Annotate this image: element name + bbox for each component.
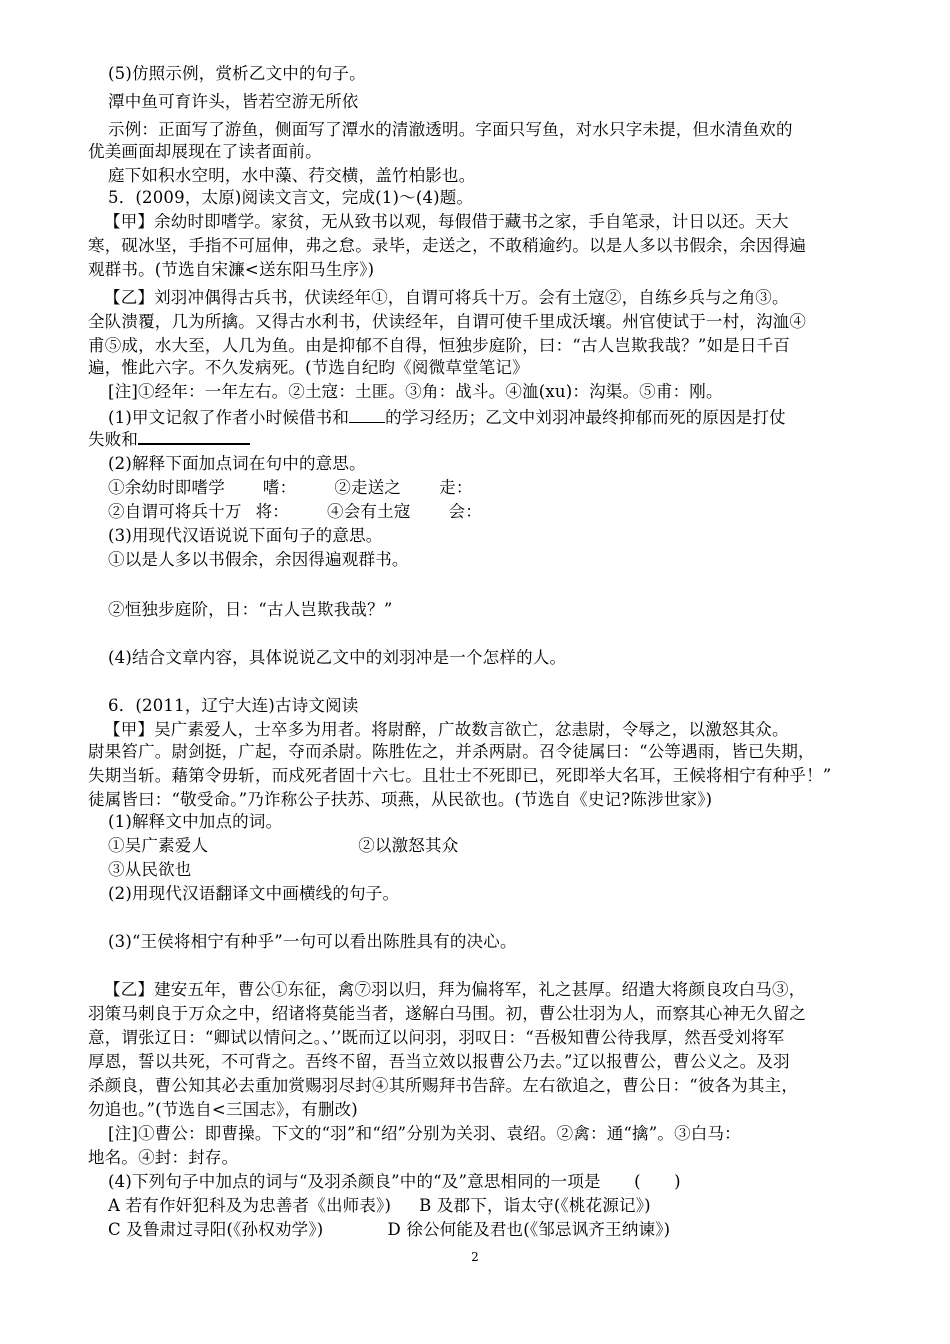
text-line: 徒属皆曰：“敬受命。”乃诈称公子扶苏、项燕，从民欲也。(节选自《史记?陈涉世家》) [88, 790, 713, 809]
question-heading: 5．(2009，太原)阅读文言文，完成(1)～(4)题。 [108, 188, 474, 207]
text-span: 的学习经历；乙文中刘羽冲最终抑郁而死的原因是打仗 [385, 408, 786, 427]
text-line: 遍，惟此六字。不久发病死。(节选自纪昀《阅微草堂笔记》 [88, 358, 529, 377]
text-line: (2)用现代汉语翻译文中画横线的句子。 [108, 884, 400, 903]
text-line: 【乙】建安五年，曹公①东征，禽⑦羽以归，拜为偏将军，礼之甚厚。绍遣大将颜良攻白马③， [104, 980, 806, 999]
answer-blank[interactable] [349, 407, 385, 423]
text-line: 观群书。(节选自宋濂<送东阳马生序》) [88, 260, 375, 279]
text-line: ③从民欲也 [108, 860, 192, 879]
text-line: 【甲】余幼时即嗜学。家贫，无从致书以观，每假借于藏书之家，手自笔录，计日以还。天大 [104, 212, 789, 231]
text-span: ①余幼时即嗜学 [108, 478, 225, 497]
option-a[interactable]: A 若有作奸犯科及为忠善者《出师表》) [108, 1196, 392, 1215]
text-line [108, 406, 888, 430]
option-c[interactable]: C 及鲁肃过寻阳(《孙权劝学》) [108, 1220, 324, 1239]
note-line: [注]①曹公：即曹操。下文的“羽”和“绍”分别为关羽、袁绍。②禽：通“擒”。③白马： [108, 1124, 741, 1143]
text-line: 羽策马刺良于万众之中，绍诸将莫能当者，遂解白马围。初，曹公壮羽为人，而察其心神无久留之 [88, 1004, 807, 1023]
text-line [108, 476, 888, 500]
text-line: 失期当斩。藉第令毋斩，而戍死者固十六七。且壮士不死即已，死即举大名耳，王候将相宁有种乎！” [88, 766, 832, 785]
page-number: 2 [471, 1250, 479, 1264]
text-span: ②以激怒其众 [358, 836, 459, 855]
text-span: 嗜： [262, 478, 297, 497]
text-span: 失败和 [88, 430, 139, 449]
option-line [108, 1194, 888, 1218]
text-line: (2)解释下面加点词在句中的意思。 [108, 454, 366, 473]
text-line: ②恒独步庭阶，日：“古人岂欺我哉？” [108, 600, 393, 619]
text-line: (3)用现代汉语说说下面句子的意思。 [108, 526, 383, 545]
text-line: 甫⑤成，水大至，人几为鱼。由是抑郁不自得，恒独步庭阶，曰：“古人岂欺我哉？”如是日千百 [88, 336, 790, 355]
note-line: [注]①经年：一年左右。②土寇：土匪。③角：战斗。④洫(xu)：沟渠。⑤甫：刚。 [108, 382, 723, 401]
text-line: 【甲】吴广素爱人，士卒多为用者。将尉醉，广故数言欲亡，忿恚尉，令辱之，以激怒其众。 [104, 720, 789, 739]
text-line: 庭下如积水空明，水中藻、荇交横，盖竹柏影也。 [108, 166, 476, 185]
option-d[interactable]: D 徐公何能及君也(《邹忌讽齐王纳谏》) [387, 1220, 671, 1239]
question-heading: 6．(2011，辽宁大连)古诗文阅读 [108, 696, 359, 715]
text-line: 寒，砚冰坚，手指不可屈伸，弗之怠。录毕，走送之，不敢稍逾约。以是人多以书假余，余因得遍 [88, 236, 807, 255]
text-line: (5)仿照示例，赏析乙文中的句子。 [108, 64, 366, 83]
text-line: (3)“王侯将相宁有种乎”一句可以看出陈胜具有的决心。 [108, 932, 517, 951]
text-span: ②走送之 [334, 478, 402, 497]
option-line [108, 1218, 888, 1242]
text-span: 将： [255, 502, 290, 521]
text-line [88, 428, 868, 452]
text-line: 示例：正面写了游鱼，侧面写了潭水的清澈透明。字面只写鱼，对水只字未提，但水清鱼欢的 [108, 120, 793, 139]
text-line: 厚恩，誓以共死，不可背之。吾终不留，吾当立效以报曹公乃去。”辽以报曹公，曹公义之。及羽 [88, 1052, 790, 1071]
text-line: 全队溃覆，几为所擒。又得古水利书，伏读经年，自谓可使千里成沃壤。州官使试于一村，沟洫④ [88, 312, 807, 331]
text-line: 勿追也。”(节选自<三国志》，有删改) [88, 1100, 358, 1119]
text-line: 【乙】刘羽冲偶得古兵书，伏读经年①，自谓可将兵十万。会有土寇②，自练乡兵与之角③。 [104, 288, 789, 307]
text-line: (4)结合文章内容，具体说说乙文中的刘羽冲是一个怎样的人。 [108, 648, 567, 667]
text-line: 尉果笞广。尉剑挺，广起，夺而杀尉。陈胜佐之，并杀两尉。召令徒属曰：“公等遇雨，皆已失期， [88, 742, 815, 761]
text-span: ①吴广素爱人 [108, 836, 209, 855]
text-line: (4)下列句子中加点的词与“及羽杀颜良”中的“及”意思相同的一项是 ( ) [108, 1172, 681, 1191]
text-line: 杀颜良，曹公知其必去重加赏赐羽尽封④其所赐拜书告辞。左右欲追之，曹公日：“彼各为其主， [88, 1076, 799, 1095]
text-line: ①以是人多以书假余，余因得遍观群书。 [108, 550, 409, 569]
text-span: ②自谓可将兵十万 [108, 502, 242, 521]
text-line: (1)解释文中加点的词。 [108, 812, 283, 831]
text-line: 潭中鱼可育许头，皆若空游无所依 [108, 92, 359, 111]
text-line: 意，谓张辽日：“卿试以情问之。、’’既而辽以问羽，羽叹日：“吾极知曹公待我厚，然吾受刘将军 [88, 1028, 785, 1047]
text-span: ④会有土寇 [327, 502, 411, 521]
option-b[interactable]: B 及郡下，诣太守(《桃花源记》) [419, 1196, 651, 1215]
text-span: 走： [439, 478, 473, 497]
text-line [108, 500, 888, 524]
note-line: 地名。④封：封存。 [88, 1148, 239, 1167]
text-line: 优美画面却展现在了读者面前。 [88, 142, 322, 161]
text-span: 会： [448, 502, 482, 521]
text-span: (1)甲文记叙了作者小时候借书和 [108, 408, 350, 427]
answer-blank[interactable] [138, 428, 250, 445]
text-line [108, 834, 888, 858]
